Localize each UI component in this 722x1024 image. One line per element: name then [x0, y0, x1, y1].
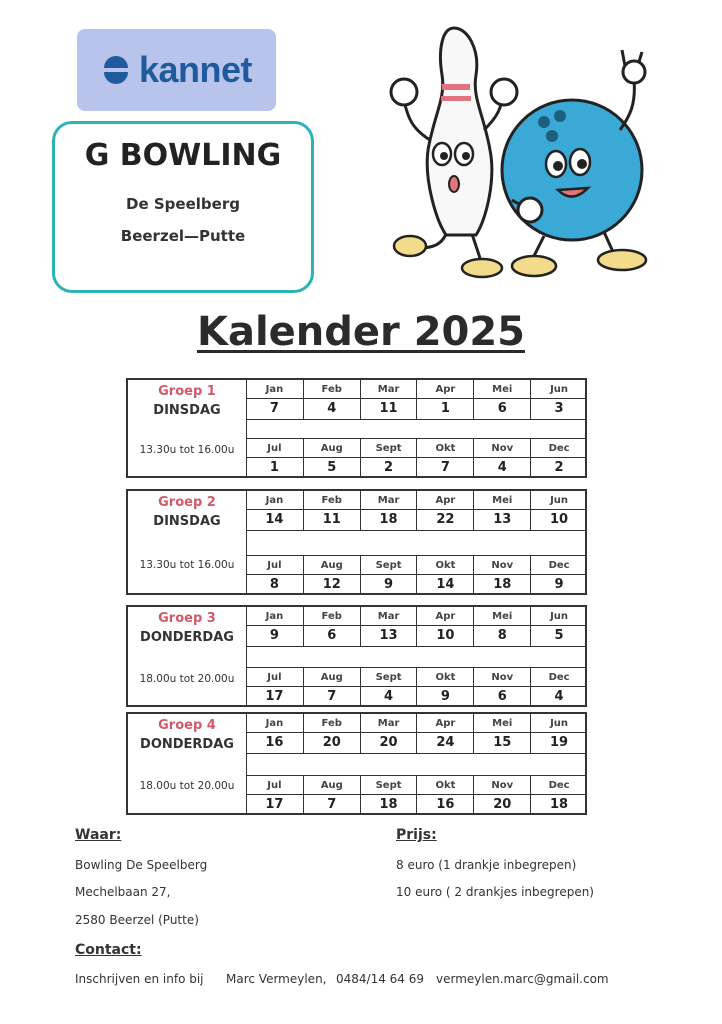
month-cell: Jun 3	[530, 380, 587, 419]
group-info	[128, 380, 247, 476]
month-cell: Sept 18	[360, 776, 417, 815]
month-cell: Nov 4	[473, 439, 530, 478]
waar-heading: Waar:	[75, 827, 122, 843]
month-cell: Nov 18	[473, 556, 530, 595]
month-cell: Feb 20	[303, 714, 360, 753]
prijs-heading: Prijs:	[396, 827, 437, 843]
month-cell: Jul 17	[246, 668, 303, 707]
month-cell: Sept 4	[360, 668, 417, 707]
month-cell: Jan 16	[246, 714, 303, 753]
month-row	[246, 714, 587, 754]
prijs-line: 10 euro ( 2 drankjes inbegrepen)	[396, 885, 594, 899]
month-cell: Apr 24	[416, 714, 473, 753]
month-cell: Mei 6	[473, 380, 530, 419]
venue-name: De Speelberg	[126, 195, 240, 213]
month-row	[246, 667, 587, 707]
group-info	[128, 491, 247, 593]
month-cell: Jul 8	[246, 556, 303, 595]
month-cell: Apr 22	[416, 491, 473, 530]
prijs-line: 8 euro (1 drankje inbegrepen)	[396, 858, 577, 872]
month-cell: Dec 2	[530, 439, 587, 478]
calendar-heading: Kalender 2025	[196, 309, 526, 355]
bowling-ball-icon	[502, 50, 646, 276]
group-name: Groep 4	[158, 718, 216, 733]
month-cell: Jan 9	[246, 607, 303, 646]
month-cell: Jun 19	[530, 714, 587, 753]
month-cell: Aug 12	[303, 556, 360, 595]
month-cell: Jun 5	[530, 607, 587, 646]
waar-line: 2580 Beerzel (Putte)	[75, 913, 199, 927]
month-cell: Mei 13	[473, 491, 530, 530]
kannet-logo-icon	[101, 55, 131, 85]
month-cell: Mar 20	[360, 714, 417, 753]
group-time: 18.00u tot 20.00u	[139, 780, 235, 792]
event-title: G BOWLING	[84, 138, 282, 173]
group-day: DINSDAG	[153, 514, 221, 529]
month-cell: Feb 6	[303, 607, 360, 646]
group-block	[126, 489, 587, 595]
month-cell: Okt 7	[416, 439, 473, 478]
logo-text: kannet	[138, 49, 253, 90]
venue-place: Beerzel—Putte	[120, 227, 246, 245]
group-block	[126, 712, 587, 815]
group-time: 13.30u tot 16.00u	[139, 444, 235, 456]
waar-line: Mechelbaan 27,	[75, 885, 171, 899]
group-info	[128, 607, 247, 705]
month-cell: Okt 16	[416, 776, 473, 815]
group-time: 18.00u tot 20.00u	[139, 673, 235, 685]
month-cell: Mar 18	[360, 491, 417, 530]
month-cell: Sept 9	[360, 556, 417, 595]
month-cell: Okt 14	[416, 556, 473, 595]
month-cell: Apr 1	[416, 380, 473, 419]
month-cell: Jan 14	[246, 491, 303, 530]
title-box	[52, 121, 314, 293]
contact-phone: 0484/14 64 69	[336, 972, 425, 986]
waar-line: Bowling De Speelberg	[75, 858, 208, 872]
bowling-mascot-illustration	[384, 20, 652, 282]
kannet-logo	[77, 29, 276, 111]
month-cell: Nov 20	[473, 776, 530, 815]
month-cell: Feb 11	[303, 491, 360, 530]
month-row	[246, 555, 587, 595]
month-cell: Nov 6	[473, 668, 530, 707]
month-cell: Apr 10	[416, 607, 473, 646]
month-cell: Aug 7	[303, 668, 360, 707]
month-cell: Jan 7	[246, 380, 303, 419]
group-block	[126, 605, 587, 707]
month-row	[246, 607, 587, 647]
month-row	[246, 491, 587, 531]
group-name: Groep 3	[158, 611, 216, 626]
contact-intro: Inschrijven en info bij	[75, 972, 204, 986]
month-row	[246, 438, 587, 478]
month-cell: Dec 9	[530, 556, 587, 595]
month-cell: Aug 7	[303, 776, 360, 815]
group-name: Groep 2	[158, 495, 216, 510]
month-cell: Mar 13	[360, 607, 417, 646]
month-row	[246, 775, 587, 815]
month-row	[246, 380, 587, 420]
group-day: DONDERDAG	[140, 737, 234, 752]
contact-heading: Contact:	[75, 942, 142, 958]
month-cell: Okt 9	[416, 668, 473, 707]
group-day: DINSDAG	[153, 403, 221, 418]
contact-name: Marc Vermeylen,	[226, 972, 327, 986]
month-cell: Sept 2	[360, 439, 417, 478]
month-cell: Feb 4	[303, 380, 360, 419]
contact-email: vermeylen.marc@gmail.com	[436, 972, 609, 986]
month-cell: Jul 1	[246, 439, 303, 478]
group-time: 13.30u tot 16.00u	[139, 559, 235, 571]
month-cell: Mei 8	[473, 607, 530, 646]
group-block	[126, 378, 587, 478]
month-cell: Mar 11	[360, 380, 417, 419]
group-name: Groep 1	[158, 384, 216, 399]
month-cell: Jun 10	[530, 491, 587, 530]
month-cell: Dec 18	[530, 776, 587, 815]
month-cell: Dec 4	[530, 668, 587, 707]
group-day: DONDERDAG	[140, 630, 234, 645]
group-info	[128, 714, 247, 813]
month-cell: Aug 5	[303, 439, 360, 478]
month-cell: Jul 17	[246, 776, 303, 815]
bowling-pin-icon	[391, 28, 517, 277]
month-cell: Mei 15	[473, 714, 530, 753]
